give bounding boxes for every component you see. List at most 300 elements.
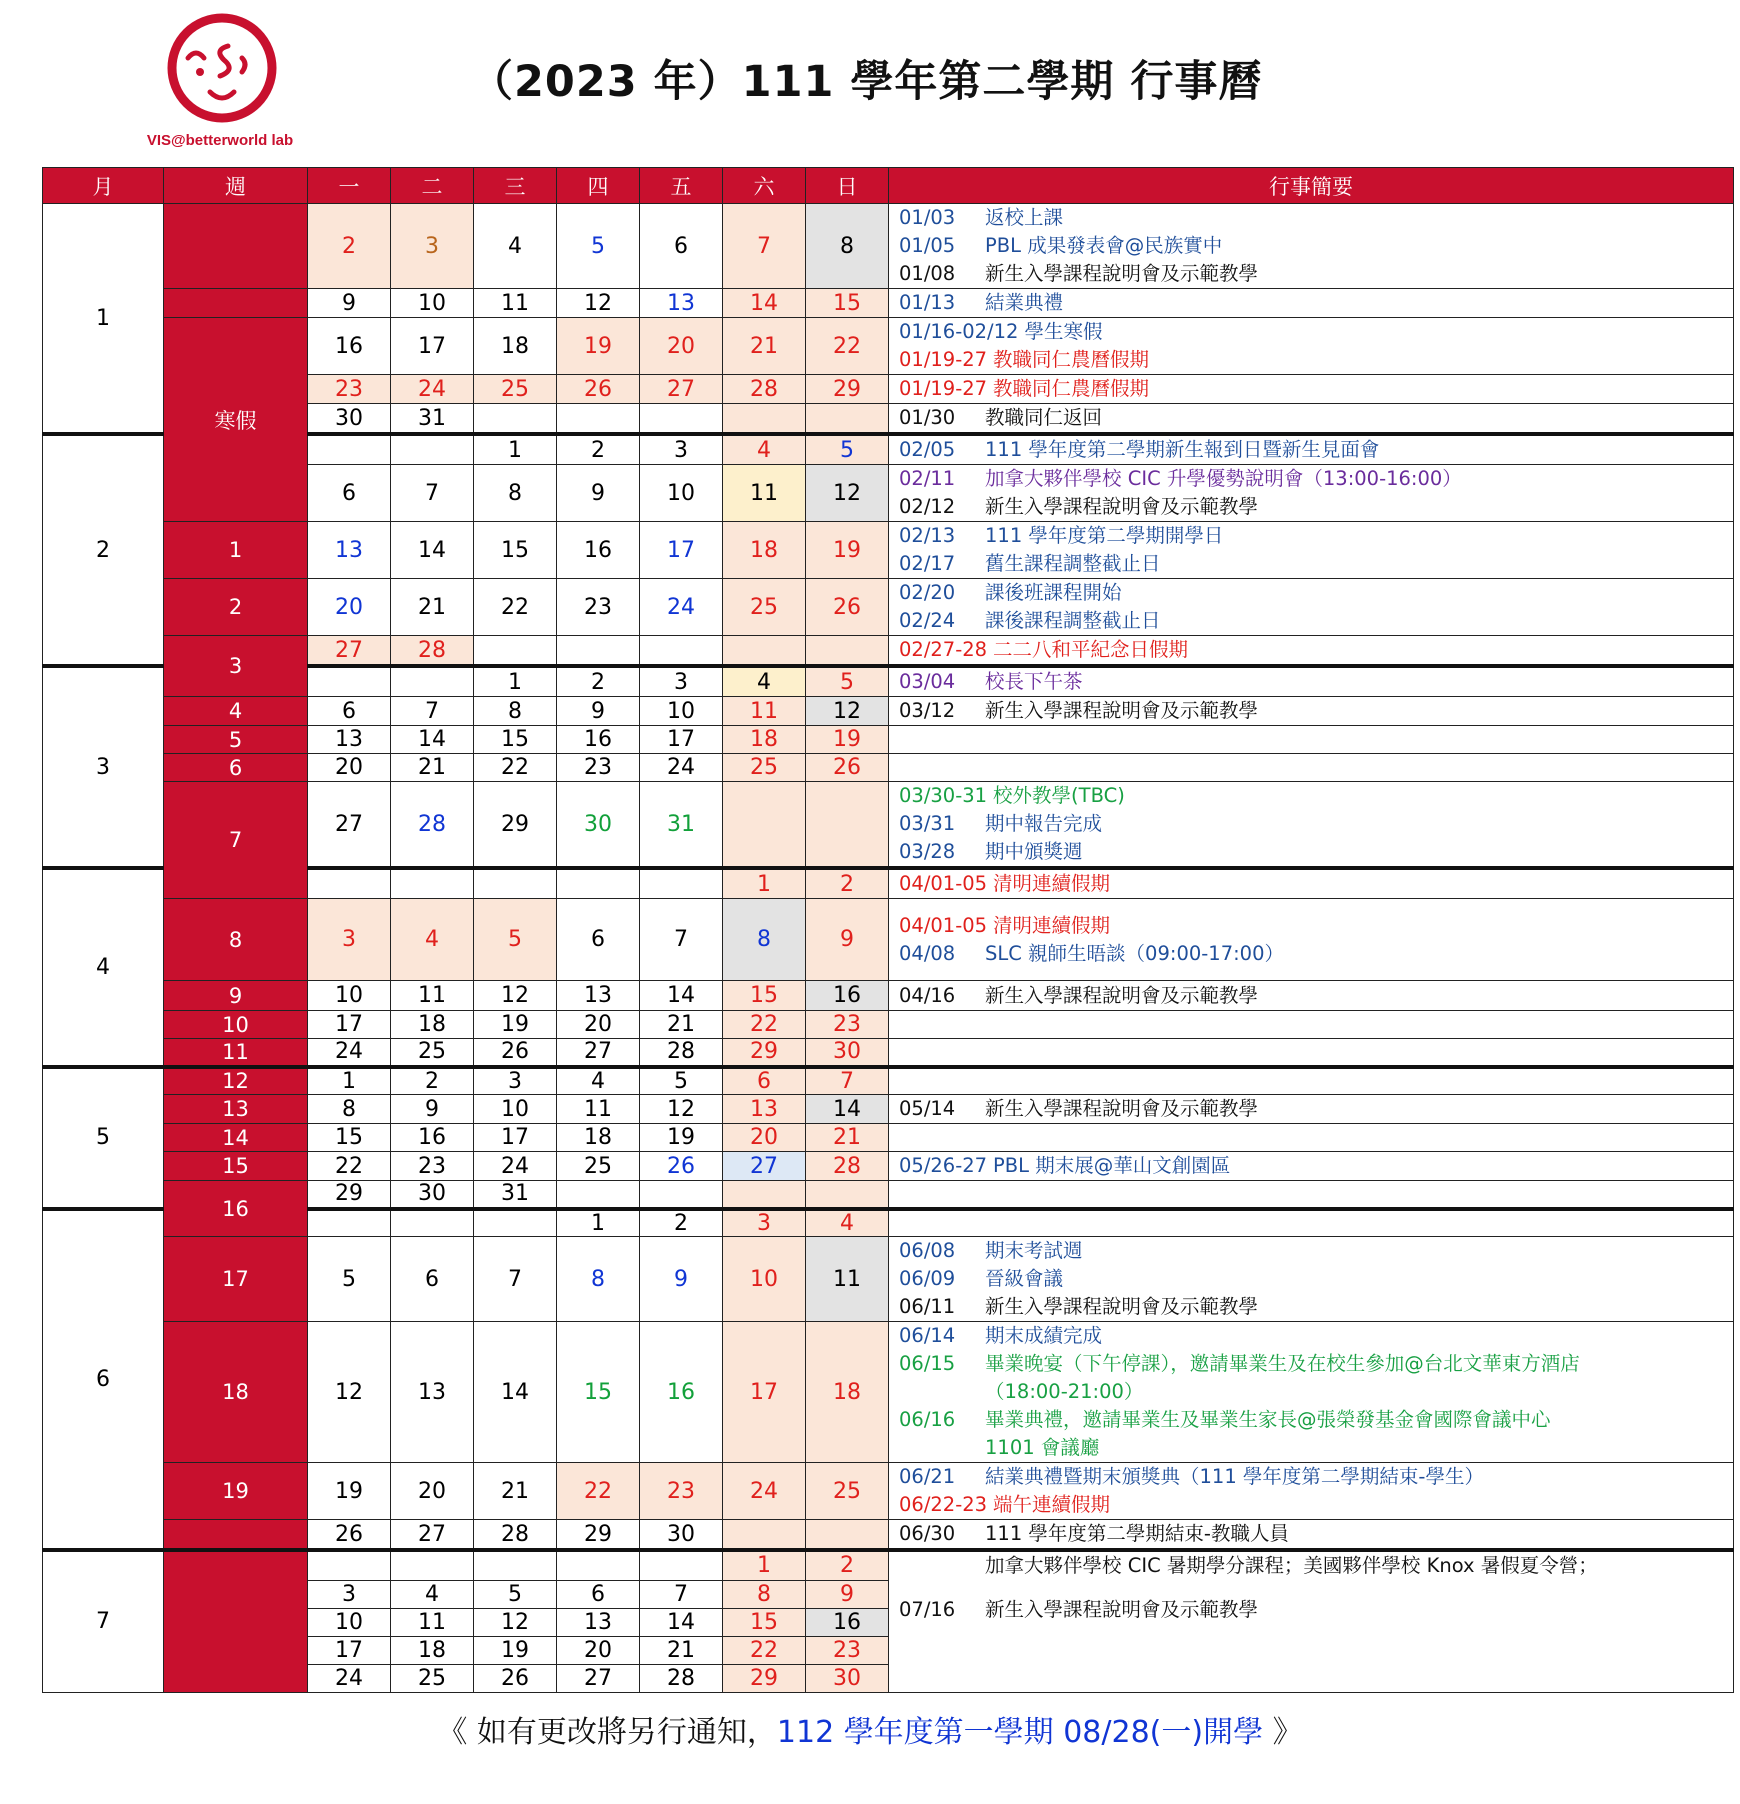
day-cell: 9: [557, 465, 640, 522]
day-cell: 7: [474, 1237, 557, 1322]
event-text: 加拿大夥伴學校 CIC 暑期學分課程；美國夥伴學校 Knox 暑假夏令營；: [985, 1554, 1598, 1577]
event-text: 期中報告完成: [985, 812, 1103, 835]
day-cell: 29: [474, 782, 557, 869]
day-cell: 11: [806, 1237, 889, 1322]
event-text: 新生入學課程說明會及示範教學: [985, 262, 1259, 285]
event-cell: [889, 375, 1734, 404]
day-cell: 12: [806, 465, 889, 522]
event-cell: [889, 1237, 1734, 1322]
event-text: 新生入學課程說明會及示範教學: [985, 1598, 1259, 1621]
event-cell: [889, 1520, 1734, 1551]
week-cell: 11: [164, 1039, 308, 1067]
day-cell: 10: [723, 1237, 806, 1322]
month-cell: 5: [43, 1067, 164, 1209]
day-cell: 27: [640, 375, 723, 404]
week-cell-winter-break: 寒假: [164, 318, 308, 522]
week-row: [43, 579, 1734, 636]
event-cell: [889, 1067, 1734, 1095]
day-cell: 18: [391, 1636, 474, 1664]
day-cell: 3: [308, 899, 391, 981]
day-cell: 22: [723, 1011, 806, 1039]
week-row: [43, 782, 1734, 869]
event-text: 清明連續假期: [993, 872, 1111, 895]
day-cell: 29: [723, 1664, 806, 1692]
week-cell: 9: [164, 981, 308, 1011]
month-cell: 1: [43, 204, 164, 435]
event-cell: [889, 697, 1734, 726]
day-cell: 18: [391, 1011, 474, 1039]
day-cell: 16: [308, 318, 391, 375]
day-cell: 27: [308, 636, 391, 667]
header-thu: 四: [557, 168, 640, 204]
footer-highlight: 112 學年度第一學期 08/28(一)開學: [776, 1715, 1264, 1750]
event-line: [899, 375, 1733, 403]
day-cell: 1: [474, 666, 557, 697]
day-cell: 2: [308, 204, 391, 289]
event-date: 01/19-27: [899, 348, 988, 371]
day-cell: 16: [806, 981, 889, 1011]
day-cell: 25: [806, 1463, 889, 1520]
day-cell: 5: [557, 204, 640, 289]
event-text: 返校上課: [985, 206, 1064, 229]
day-cell: 1: [308, 1067, 391, 1095]
day-cell: 18: [723, 726, 806, 754]
event-date: 05/26-27: [899, 1154, 988, 1177]
day-cell: 10: [308, 981, 391, 1011]
day-cell: 10: [391, 289, 474, 318]
event-text: 期末成績完成: [985, 1324, 1103, 1347]
day-cell: 25: [557, 1152, 640, 1181]
day-cell: 19: [474, 1636, 557, 1664]
day-cell: 23: [391, 1152, 474, 1181]
event-text: PBL 成果發表會@民族實中: [985, 234, 1223, 257]
event-line: [899, 1491, 1733, 1519]
day-cell: 30: [557, 782, 640, 869]
day-cell: 23: [557, 579, 640, 636]
event-date: 02/20: [899, 581, 956, 604]
event-line: [899, 668, 1733, 696]
day-cell: 4: [474, 204, 557, 289]
day-cell: [806, 1520, 889, 1551]
header-events: 行事簡要: [889, 168, 1734, 204]
day-cell: [308, 1550, 391, 1580]
month-cell: 7: [43, 1550, 164, 1692]
day-cell: 13: [723, 1095, 806, 1124]
day-cell: 29: [806, 375, 889, 404]
event-text: 新生入學課程說明會及示範教學: [985, 699, 1259, 722]
day-cell: 3: [308, 1580, 391, 1608]
header-row: [43, 168, 1734, 204]
day-cell: 28: [474, 1520, 557, 1551]
day-cell: 25: [474, 375, 557, 404]
week-row: [43, 1124, 1734, 1152]
day-cell: [474, 1550, 557, 1580]
day-cell: 26: [806, 579, 889, 636]
event-line: [899, 1293, 1733, 1321]
event-text: PBL 期末展@華山文創園區: [993, 1154, 1231, 1177]
day-cell: 13: [640, 289, 723, 318]
event-date: 07/16: [899, 1598, 956, 1621]
day-cell: 7: [723, 204, 806, 289]
day-cell: 3: [391, 204, 474, 289]
day-cell: 14: [806, 1095, 889, 1124]
day-cell: 26: [806, 754, 889, 782]
event-date: 03/30-31: [899, 784, 988, 807]
day-cell: [557, 1181, 640, 1209]
day-cell: 22: [806, 318, 889, 375]
week-cell: 1: [164, 522, 308, 579]
event-line: [899, 1322, 1733, 1350]
week-row: [43, 1322, 1734, 1463]
day-cell: 3: [474, 1067, 557, 1095]
event-line: [899, 1463, 1733, 1491]
event-cell: [889, 204, 1734, 289]
day-cell: 18: [723, 522, 806, 579]
event-line: [899, 782, 1733, 810]
day-cell: 23: [308, 375, 391, 404]
day-cell: [723, 1181, 806, 1209]
week-cell: 17: [164, 1237, 308, 1322]
day-cell: [640, 1181, 723, 1209]
month-cell: 3: [43, 666, 164, 868]
event-line: [899, 838, 1733, 866]
week-cell: 16: [164, 1181, 308, 1237]
event-text: 課後班課程開始: [985, 581, 1122, 604]
event-line: [899, 550, 1733, 578]
event-line: [899, 982, 1733, 1010]
event-text: 教職同仁農曆假期: [993, 348, 1150, 371]
event-line: [899, 318, 1733, 346]
event-date: 02/12: [899, 495, 956, 518]
event-date: 06/14: [899, 1324, 956, 1347]
day-cell: 8: [308, 1095, 391, 1124]
day-cell: 6: [308, 465, 391, 522]
day-cell: 10: [474, 1095, 557, 1124]
day-cell: 24: [308, 1039, 391, 1067]
day-cell: 4: [391, 899, 474, 981]
event-line: [899, 346, 1733, 374]
day-cell: 11: [557, 1095, 640, 1124]
day-cell: 3: [640, 434, 723, 465]
event-date: 06/15: [899, 1352, 956, 1375]
day-cell: 20: [308, 579, 391, 636]
event-line: [899, 1265, 1733, 1293]
event-text: 新生入學課程說明會及示範教學: [985, 983, 1259, 1007]
day-cell: 22: [308, 1152, 391, 1181]
day-cell: 1: [723, 1550, 806, 1580]
day-cell: 17: [640, 522, 723, 579]
day-cell: 16: [557, 522, 640, 579]
day-cell: 20: [557, 1636, 640, 1664]
event-date: 03/04: [899, 670, 956, 693]
day-cell: 12: [474, 981, 557, 1011]
day-cell: 26: [474, 1664, 557, 1692]
week-row: [43, 1520, 1734, 1551]
week-row: [43, 1237, 1734, 1322]
event-text: 111 學年度第二學期開學日: [985, 524, 1224, 547]
event-text: 晉級會議: [985, 1267, 1064, 1290]
day-cell: 8: [723, 1580, 806, 1608]
event-date: 06/16: [899, 1408, 956, 1431]
day-cell: 8: [474, 697, 557, 726]
event-text: 加拿大夥伴學校 CIC 升學優勢說明會（13:00-16:00）: [985, 467, 1462, 490]
day-cell: 11: [391, 1608, 474, 1636]
day-cell: 27: [308, 782, 391, 869]
day-cell: [308, 666, 391, 697]
day-cell: [391, 868, 474, 899]
day-cell: 13: [308, 522, 391, 579]
event-cell: [889, 636, 1734, 667]
event-line: [899, 810, 1733, 838]
day-cell: 23: [806, 1011, 889, 1039]
day-cell: [640, 404, 723, 435]
day-cell: 28: [723, 375, 806, 404]
day-cell: 15: [557, 1322, 640, 1463]
day-cell: 25: [723, 579, 806, 636]
event-line: [899, 607, 1733, 635]
week-cell: 13: [164, 1095, 308, 1124]
day-cell: 6: [308, 697, 391, 726]
event-cell: [889, 981, 1734, 1011]
week-cell: 14: [164, 1124, 308, 1152]
event-text: 1101 會議廳: [985, 1436, 1100, 1459]
day-cell: [723, 1520, 806, 1551]
day-cell: 14: [640, 981, 723, 1011]
day-cell: 3: [640, 666, 723, 697]
day-cell: 28: [391, 782, 474, 869]
event-cell: [889, 782, 1734, 869]
day-cell: 8: [474, 465, 557, 522]
event-cell: [889, 1322, 1734, 1463]
event-line: [899, 1378, 1733, 1406]
day-cell: 19: [640, 1124, 723, 1152]
event-line: [899, 697, 1733, 725]
day-cell: 24: [308, 1664, 391, 1692]
event-cell: [889, 522, 1734, 579]
event-date: 01/05: [899, 234, 956, 257]
day-cell: 14: [474, 1322, 557, 1463]
day-cell: [474, 1209, 557, 1237]
day-cell: 5: [806, 434, 889, 465]
day-cell: 12: [640, 1095, 723, 1124]
day-cell: 12: [474, 1608, 557, 1636]
day-cell: 14: [640, 1608, 723, 1636]
day-cell: 21: [640, 1011, 723, 1039]
week-cell: 3: [164, 636, 308, 697]
day-cell: 14: [391, 726, 474, 754]
day-cell: 28: [640, 1664, 723, 1692]
day-cell: 31: [391, 404, 474, 435]
event-date: 03/28: [899, 840, 956, 863]
day-cell: 4: [723, 666, 806, 697]
day-cell: 7: [640, 1580, 723, 1608]
event-cell: [889, 1011, 1734, 1039]
event-text: 111 學年度第二學期新生報到日暨新生見面會: [985, 438, 1380, 461]
header-sun: 日: [806, 168, 889, 204]
week-cell: 15: [164, 1152, 308, 1181]
day-cell: 25: [391, 1039, 474, 1067]
week-row: [43, 726, 1734, 754]
event-line: [899, 1596, 1733, 1624]
header-fri: 五: [640, 168, 723, 204]
event-date: 04/01-05: [899, 913, 988, 937]
day-cell: 2: [391, 1067, 474, 1095]
event-text: 教職同仁農曆假期: [993, 377, 1150, 400]
event-date: 06/09: [899, 1267, 956, 1290]
day-cell: [557, 1550, 640, 1580]
day-cell: 28: [391, 636, 474, 667]
day-cell: 31: [474, 1181, 557, 1209]
event-date: 03/31: [899, 812, 956, 835]
day-cell: 20: [308, 754, 391, 782]
event-text: 校外教學(TBC): [993, 784, 1125, 807]
day-cell: 17: [308, 1636, 391, 1664]
header-wed: 三: [474, 168, 557, 204]
event-text: 111 學年度第二學期結束-教職人員: [985, 1522, 1289, 1545]
footer-suffix: 》: [1263, 1715, 1303, 1750]
day-cell: 16: [806, 1608, 889, 1636]
event-text: SLC 親師生晤談（09:00-17:00）: [985, 941, 1284, 965]
day-cell: 13: [557, 981, 640, 1011]
day-cell: 2: [806, 868, 889, 899]
week-row: [43, 636, 1734, 667]
header-week: 週: [164, 168, 308, 204]
event-line: [899, 522, 1733, 550]
week-row: [43, 899, 1734, 981]
event-line: [899, 1237, 1733, 1265]
event-date: 06/30: [899, 1522, 956, 1545]
event-line: [899, 870, 1733, 898]
day-cell: 8: [557, 1237, 640, 1322]
week-cell: 18: [164, 1322, 308, 1463]
day-cell: 1: [474, 434, 557, 465]
week-row: [43, 1463, 1734, 1520]
day-cell: [557, 404, 640, 435]
day-cell: 12: [806, 697, 889, 726]
event-date: 02/05: [899, 438, 956, 461]
day-cell: 5: [640, 1067, 723, 1095]
day-cell: 11: [723, 697, 806, 726]
event-cell: [889, 868, 1734, 899]
day-cell: 23: [557, 754, 640, 782]
day-cell: 20: [391, 1463, 474, 1520]
day-cell: [391, 434, 474, 465]
day-cell: 30: [640, 1520, 723, 1551]
day-cell: 18: [806, 1322, 889, 1463]
day-cell: 6: [640, 204, 723, 289]
day-cell: 26: [640, 1152, 723, 1181]
event-line: [899, 579, 1733, 607]
week-cell: 19: [164, 1463, 308, 1520]
event-line: [899, 940, 1733, 968]
day-cell: 14: [723, 289, 806, 318]
event-date: 01/30: [899, 406, 956, 429]
event-date: 01/19-27: [899, 377, 988, 400]
day-cell: 21: [806, 1124, 889, 1152]
event-text: 畢業晚宴（下午停課），邀請畢業生及在校生參加@台北文華東方酒店: [985, 1352, 1580, 1375]
event-cell: [889, 465, 1734, 522]
event-date: 02/13: [899, 524, 956, 547]
event-date: 01/08: [899, 262, 956, 285]
week-row: [43, 1095, 1734, 1124]
day-cell: 27: [557, 1664, 640, 1692]
event-date: 01/16-02/12: [899, 320, 1019, 343]
day-cell: 21: [391, 754, 474, 782]
day-cell: 4: [557, 1067, 640, 1095]
day-cell: [391, 1209, 474, 1237]
day-cell: 29: [723, 1039, 806, 1067]
day-cell: 17: [308, 1011, 391, 1039]
event-cell: [889, 1463, 1734, 1520]
day-cell: [308, 1209, 391, 1237]
day-cell: [474, 636, 557, 667]
week-row: [43, 697, 1734, 726]
event-text: 校長下午茶: [985, 670, 1083, 693]
week-cell: 2: [164, 579, 308, 636]
week-cell: 8: [164, 899, 308, 981]
day-cell: 13: [308, 726, 391, 754]
day-cell: 24: [640, 579, 723, 636]
day-cell: 7: [640, 899, 723, 981]
event-text: 新生入學課程說明會及示範教學: [985, 495, 1259, 518]
day-cell: 27: [723, 1152, 806, 1181]
day-cell: 5: [806, 666, 889, 697]
week-cell: [164, 204, 308, 289]
day-cell: 15: [806, 289, 889, 318]
day-cell: 4: [391, 1580, 474, 1608]
day-cell: [557, 636, 640, 667]
day-cell: 9: [640, 1237, 723, 1322]
event-line: [899, 436, 1733, 464]
week-row: [43, 318, 1734, 375]
event-line: [899, 404, 1733, 432]
event-text: 舊生課程調整截止日: [985, 552, 1161, 575]
event-cell: [889, 404, 1734, 435]
header-tue: 二: [391, 168, 474, 204]
event-date: 03/12: [899, 699, 956, 722]
week-cell: 6: [164, 754, 308, 782]
day-cell: 26: [557, 375, 640, 404]
event-line: [899, 289, 1733, 317]
event-cell: [889, 434, 1734, 465]
header-mon: 一: [308, 168, 391, 204]
day-cell: [308, 434, 391, 465]
day-cell: 30: [308, 404, 391, 435]
day-cell: 19: [474, 1011, 557, 1039]
day-cell: [308, 868, 391, 899]
week-cell: 5: [164, 726, 308, 754]
week-row: [43, 1152, 1734, 1181]
day-cell: [806, 1181, 889, 1209]
month-cell: 4: [43, 868, 164, 1067]
day-cell: 11: [474, 289, 557, 318]
day-cell: 16: [640, 1322, 723, 1463]
event-text: 二二八和平紀念日假期: [993, 638, 1189, 661]
day-cell: 22: [474, 579, 557, 636]
event-line: [899, 912, 1733, 940]
day-cell: 23: [640, 1463, 723, 1520]
event-date: 02/17: [899, 552, 956, 575]
header-sat: 六: [723, 168, 806, 204]
day-cell: [557, 868, 640, 899]
day-cell: [806, 782, 889, 869]
day-cell: 24: [723, 1463, 806, 1520]
event-text: 課後課程調整截止日: [985, 609, 1161, 632]
event-cell: [889, 579, 1734, 636]
day-cell: [640, 636, 723, 667]
day-cell: 27: [557, 1039, 640, 1067]
event-text: 學生寒假: [1024, 320, 1103, 343]
